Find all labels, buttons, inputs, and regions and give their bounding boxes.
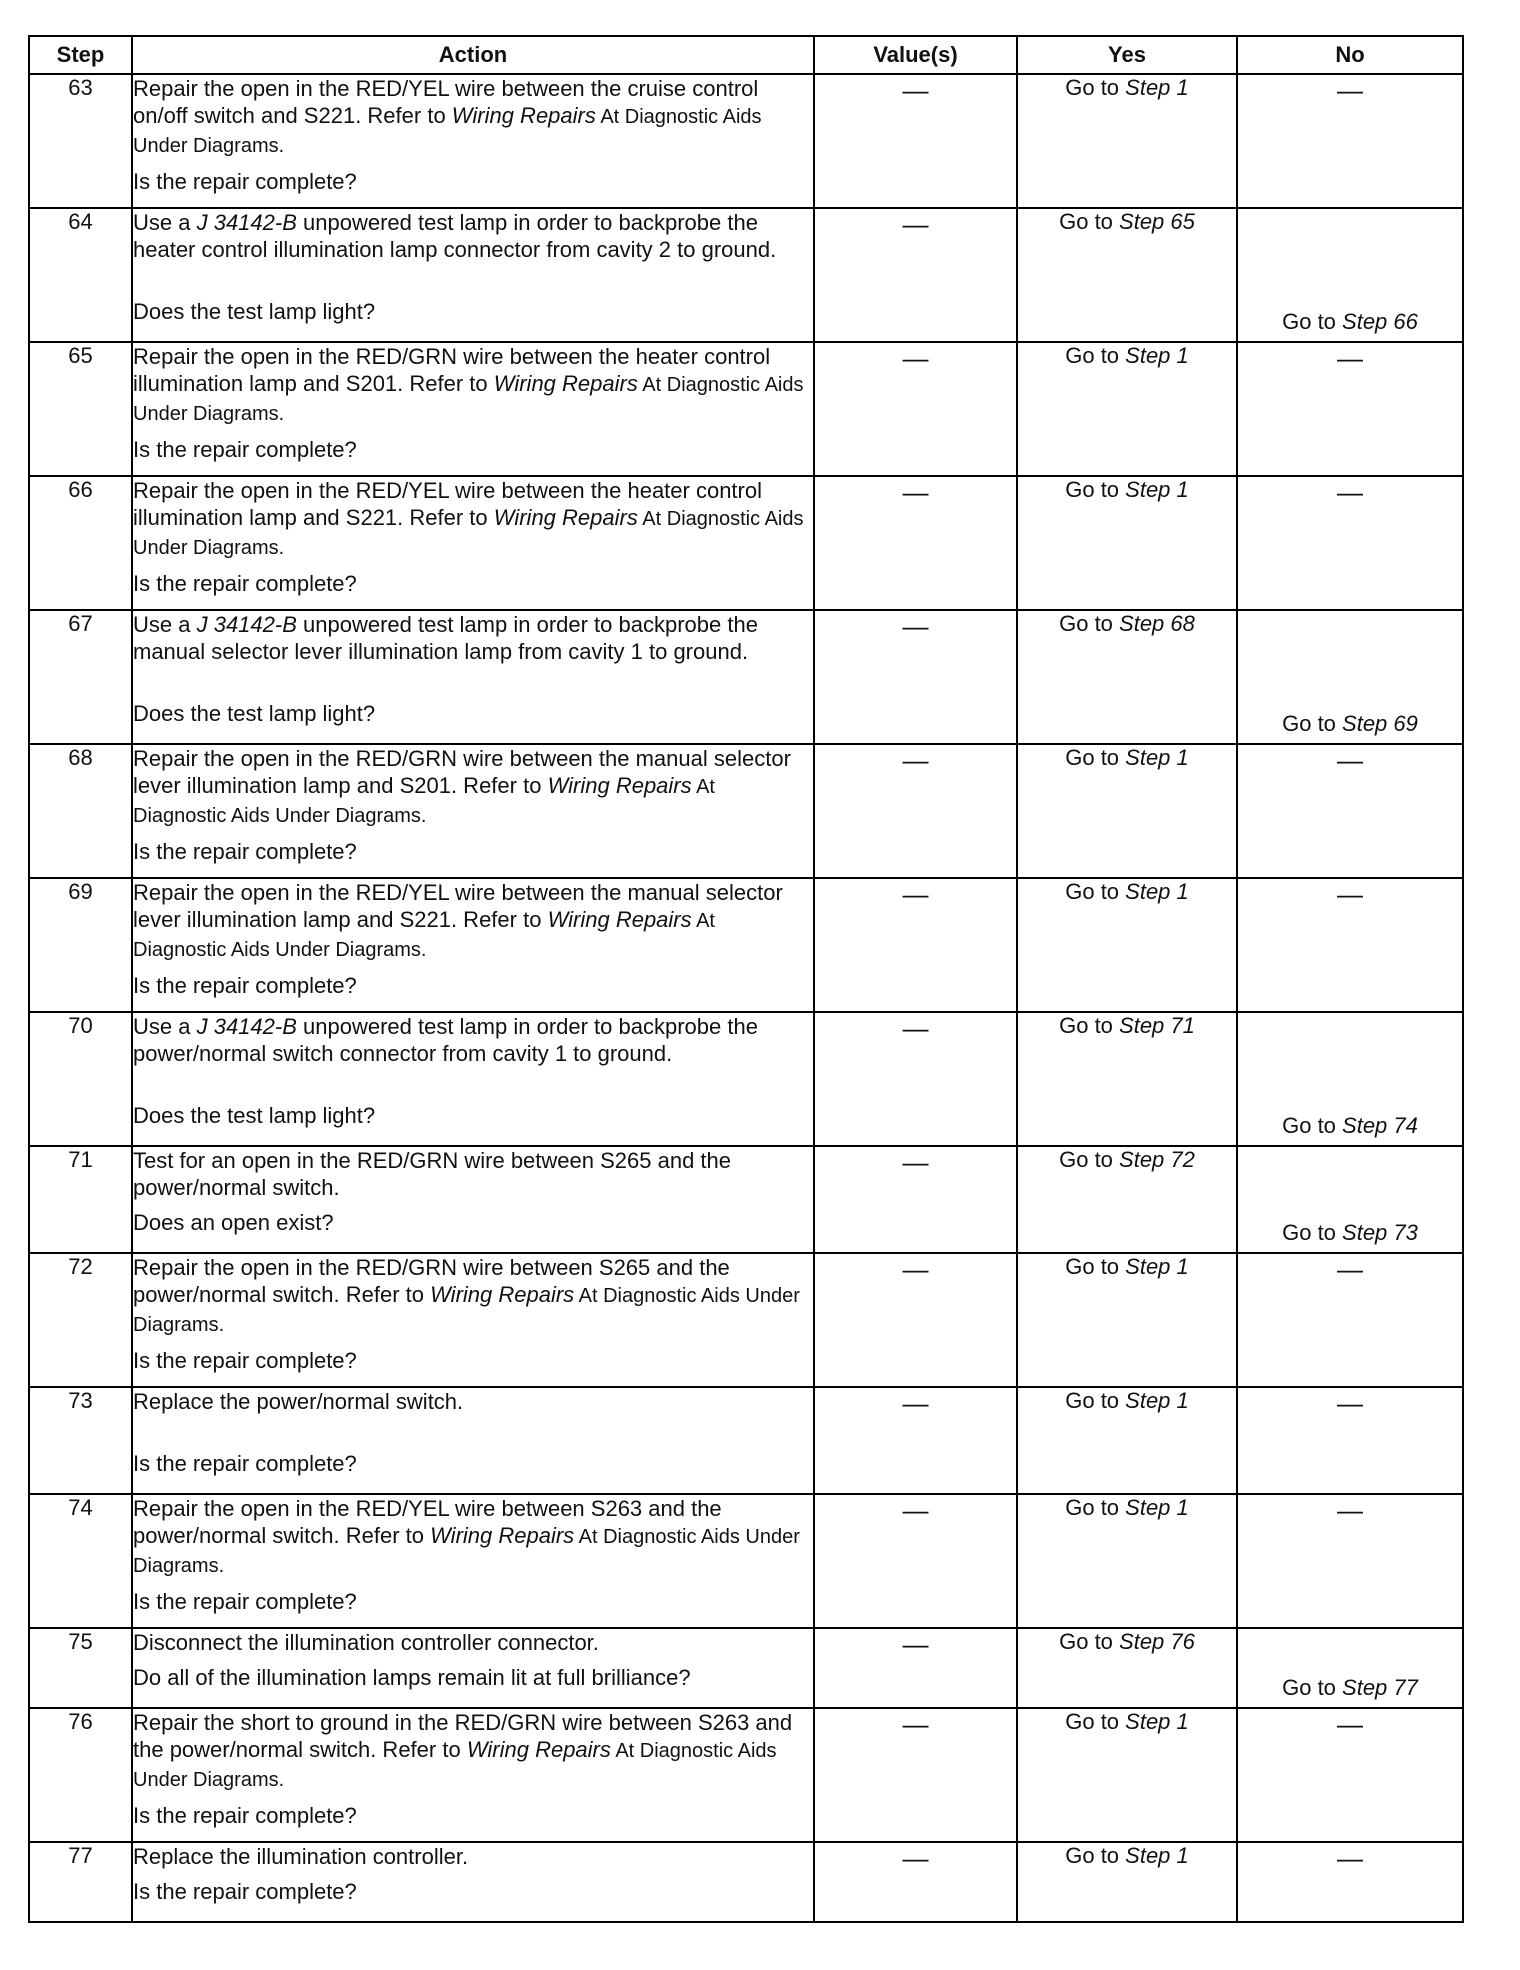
step-number: 73: [29, 1387, 132, 1494]
yes-step-reference: Step 1: [1125, 1254, 1189, 1279]
yes-goto-label: Go to: [1059, 611, 1120, 636]
step-number: 67: [29, 610, 132, 744]
value-dash: —: [902, 1495, 929, 1525]
table-row: [29, 1012, 1463, 1146]
step-number: 72: [29, 1253, 132, 1387]
yes-cell: [1017, 878, 1237, 1012]
value-cell: [814, 610, 1017, 744]
table-row: [29, 1146, 1463, 1253]
action-reference: Wiring Repairs: [547, 773, 692, 798]
yes-goto-label: Go to: [1065, 75, 1126, 100]
table-row: [29, 476, 1463, 610]
no-cell: [1237, 1253, 1463, 1387]
value-dash: —: [902, 745, 929, 775]
action-segment: At Diagnostic Aids Under Diagrams.: [133, 1526, 800, 1577]
action-text: [133, 477, 813, 562]
step-number: 70: [29, 1012, 132, 1146]
value-dash: —: [902, 611, 929, 641]
no-goto-label: Go to: [1282, 1113, 1343, 1138]
action-question: Is the repair complete?: [133, 1803, 357, 1828]
action-reference: J 34142-B: [196, 612, 297, 637]
action-segment: Replace the illumination controller.: [133, 1844, 469, 1869]
value-cell: [814, 1146, 1017, 1253]
action-segment: Repair the open in the RED/GRN wire between the heater control illumination lamp and S201. Refer to: [133, 344, 771, 396]
action-text: [133, 75, 813, 160]
step-number: 64: [29, 208, 132, 342]
action-question: Is the repair complete?: [133, 973, 357, 998]
yes-cell: [1017, 1012, 1237, 1146]
no-dash: —: [1337, 1388, 1363, 1418]
value-cell: [814, 878, 1017, 1012]
action-segment: Use a: [133, 210, 197, 235]
no-cell: [1237, 1708, 1463, 1842]
no-cell: [1237, 1628, 1463, 1708]
step-number: 76: [29, 1708, 132, 1842]
value-cell: [814, 744, 1017, 878]
action-cell: [132, 1494, 814, 1628]
yes-step-reference: Step 1: [1125, 1843, 1189, 1868]
value-cell: [814, 74, 1017, 208]
value-dash: —: [902, 879, 929, 909]
action-segment: Repair the open in the RED/YEL wire between the heater control illumination lamp and S221. Refer to: [133, 478, 762, 530]
action-question: Is the repair complete?: [133, 571, 357, 596]
yes-cell: [1017, 1628, 1237, 1708]
table-row: [29, 744, 1463, 878]
value-dash: —: [902, 1709, 929, 1739]
no-goto-label: Go to: [1282, 309, 1343, 334]
action-segment: Repair the open in the RED/YEL wire between the cruise control on/off switch and S221. Refer to: [133, 76, 759, 128]
action-question: Is the repair complete?: [133, 169, 357, 194]
value-dash: —: [902, 1629, 929, 1659]
step-number: 65: [29, 342, 132, 476]
step-number: 71: [29, 1146, 132, 1253]
value-dash: —: [902, 343, 929, 373]
yes-cell: [1017, 1842, 1237, 1922]
yes-goto-label: Go to: [1065, 1254, 1126, 1279]
yes-cell: [1017, 1494, 1237, 1628]
header-values: Value(s): [814, 36, 1017, 74]
yes-goto-label: Go to: [1059, 1147, 1120, 1172]
no-dash: —: [1337, 1709, 1363, 1739]
header-no: No: [1237, 36, 1463, 74]
yes-goto-label: Go to: [1065, 1709, 1126, 1734]
yes-step-reference: Step 76: [1119, 1629, 1195, 1654]
action-question: Do all of the illumination lamps remain lit at full brilliance?: [133, 1665, 691, 1690]
action-cell: [132, 610, 814, 744]
yes-goto-label: Go to: [1065, 1843, 1126, 1868]
action-question: Is the repair complete?: [133, 1879, 357, 1904]
action-segment: At Diagnostic Aids Under Diagrams.: [133, 374, 804, 425]
no-cell: [1237, 1146, 1463, 1253]
yes-step-reference: Step 1: [1125, 343, 1189, 368]
action-segment: At Diagnostic Aids Under Diagrams.: [133, 776, 715, 827]
step-number: 74: [29, 1494, 132, 1628]
value-dash: —: [902, 209, 929, 239]
header-action: Action: [132, 36, 814, 74]
yes-cell: [1017, 476, 1237, 610]
value-cell: [814, 1628, 1017, 1708]
yes-cell: [1017, 1253, 1237, 1387]
action-reference: J 34142-B: [196, 210, 297, 235]
value-dash: —: [902, 477, 929, 507]
no-cell: [1237, 1387, 1463, 1494]
table-row: [29, 74, 1463, 208]
step-number: 75: [29, 1628, 132, 1708]
value-cell: [814, 476, 1017, 610]
action-segment: Repair the open in the RED/YEL wire between S263 and the power/normal switch. Refer to: [133, 1496, 722, 1548]
value-cell: [814, 1708, 1017, 1842]
table-row: [29, 342, 1463, 476]
action-segment: At Diagnostic Aids Under Diagrams.: [133, 106, 762, 157]
action-text: [133, 1254, 813, 1339]
no-dash: —: [1337, 1843, 1363, 1873]
step-number: 66: [29, 476, 132, 610]
no-goto-label: Go to: [1282, 1220, 1343, 1245]
action-question: Does the test lamp light?: [133, 701, 376, 726]
value-cell: [814, 1842, 1017, 1922]
table-row: [29, 1842, 1463, 1922]
action-segment: unpowered test lamp in order to backprobe the manual selector lever illumination lamp from cavity 1 to ground.: [133, 612, 758, 664]
action-reference: Wiring Repairs: [466, 1737, 611, 1762]
no-step-reference: Step 69: [1342, 711, 1418, 736]
action-text: [133, 209, 813, 263]
action-text: [133, 1843, 813, 1870]
yes-step-reference: Step 65: [1119, 209, 1195, 234]
yes-step-reference: Step 1: [1125, 745, 1189, 770]
action-segment: At Diagnostic Aids Under Diagrams.: [133, 910, 715, 961]
yes-step-reference: Step 1: [1125, 1388, 1189, 1413]
table-row: [29, 610, 1463, 744]
action-cell: [132, 208, 814, 342]
value-dash: —: [902, 1388, 929, 1418]
no-goto-label: Go to: [1282, 1675, 1343, 1700]
action-question: Is the repair complete?: [133, 1589, 357, 1614]
no-cell: [1237, 878, 1463, 1012]
value-cell: [814, 1253, 1017, 1387]
no-cell: [1237, 208, 1463, 342]
yes-cell: [1017, 744, 1237, 878]
diagnostic-table: [28, 35, 1464, 1923]
yes-goto-label: Go to: [1065, 879, 1126, 904]
action-segment: unpowered test lamp in order to backprobe the heater control illumination lamp connector from cavity 2 to ground.: [133, 210, 777, 262]
table-row: [29, 1494, 1463, 1628]
action-reference: Wiring Repairs: [493, 505, 638, 530]
value-dash: —: [902, 1147, 929, 1177]
value-cell: [814, 1012, 1017, 1146]
value-cell: [814, 1494, 1017, 1628]
action-text: [133, 343, 813, 428]
action-cell: [132, 476, 814, 610]
no-cell: [1237, 610, 1463, 744]
action-question: Does the test lamp light?: [133, 299, 376, 324]
action-reference: Wiring Repairs: [430, 1282, 575, 1307]
no-cell: [1237, 1012, 1463, 1146]
yes-cell: [1017, 610, 1237, 744]
step-number: 69: [29, 878, 132, 1012]
no-dash: —: [1337, 75, 1363, 105]
action-segment: Use a: [133, 612, 197, 637]
action-text: [133, 1147, 813, 1201]
table-row: [29, 1628, 1463, 1708]
header-step: Step: [29, 36, 132, 74]
yes-goto-label: Go to: [1065, 1495, 1126, 1520]
no-dash: —: [1337, 1254, 1363, 1284]
action-reference: Wiring Repairs: [451, 103, 596, 128]
yes-step-reference: Step 72: [1119, 1147, 1195, 1172]
action-question: Is the repair complete?: [133, 1451, 357, 1476]
no-dash: —: [1337, 343, 1363, 373]
table-row: [29, 208, 1463, 342]
action-question: Is the repair complete?: [133, 437, 357, 462]
action-question: Does an open exist?: [133, 1210, 334, 1235]
action-text: [133, 1388, 813, 1415]
action-segment: Repair the short to ground in the RED/GRN wire between S263 and the power/normal switch. Refer to: [133, 1710, 793, 1762]
table-row: [29, 1708, 1463, 1842]
yes-goto-label: Go to: [1065, 1388, 1126, 1413]
yes-step-reference: Step 1: [1125, 1495, 1189, 1520]
action-cell: [132, 1842, 814, 1922]
action-question: Is the repair complete?: [133, 1348, 357, 1373]
yes-step-reference: Step 68: [1119, 611, 1195, 636]
no-dash: —: [1337, 879, 1363, 909]
action-text: [133, 611, 813, 665]
action-text: [133, 1629, 813, 1656]
action-segment: Disconnect the illumination controller connector.: [133, 1630, 599, 1655]
action-reference: Wiring Repairs: [493, 371, 638, 396]
yes-cell: [1017, 342, 1237, 476]
action-text: [133, 879, 813, 964]
action-cell: [132, 1146, 814, 1253]
value-dash: —: [902, 75, 929, 105]
action-segment: Replace the power/normal switch.: [133, 1389, 464, 1414]
no-step-reference: Step 73: [1342, 1220, 1418, 1245]
yes-cell: [1017, 1387, 1237, 1494]
no-cell: [1237, 74, 1463, 208]
value-cell: [814, 208, 1017, 342]
action-cell: [132, 1628, 814, 1708]
no-dash: —: [1337, 1495, 1363, 1525]
action-cell: [132, 1012, 814, 1146]
yes-cell: [1017, 1146, 1237, 1253]
yes-goto-label: Go to: [1065, 477, 1126, 502]
yes-cell: [1017, 208, 1237, 342]
action-reference: Wiring Repairs: [430, 1523, 575, 1548]
step-number: 77: [29, 1842, 132, 1922]
action-cell: [132, 1387, 814, 1494]
action-cell: [132, 1708, 814, 1842]
action-segment: At Diagnostic Aids Under Diagrams.: [133, 1740, 777, 1791]
action-cell: [132, 744, 814, 878]
no-cell: [1237, 1494, 1463, 1628]
yes-cell: [1017, 74, 1237, 208]
table-body: [29, 74, 1463, 1922]
yes-step-reference: Step 1: [1125, 1709, 1189, 1734]
header-yes: Yes: [1017, 36, 1237, 74]
action-question: Is the repair complete?: [133, 839, 357, 864]
value-dash: —: [902, 1843, 929, 1873]
yes-step-reference: Step 71: [1119, 1013, 1195, 1038]
yes-goto-label: Go to: [1059, 209, 1120, 234]
no-cell: [1237, 1842, 1463, 1922]
no-step-reference: Step 66: [1342, 309, 1418, 334]
action-cell: [132, 74, 814, 208]
no-step-reference: Step 74: [1342, 1113, 1418, 1138]
action-text: [133, 1709, 813, 1794]
table-row: [29, 1387, 1463, 1494]
value-cell: [814, 1387, 1017, 1494]
action-segment: Repair the open in the RED/YEL wire between the manual selector lever illumination lamp and S221. Refer to: [133, 880, 783, 932]
action-segment: At Diagnostic Aids Under Diagrams.: [133, 508, 804, 559]
yes-goto-label: Go to: [1059, 1629, 1120, 1654]
value-dash: —: [902, 1013, 929, 1043]
no-goto-label: Go to: [1282, 711, 1343, 736]
action-text: [133, 1013, 813, 1067]
yes-goto-label: Go to: [1065, 343, 1126, 368]
table-row: [29, 878, 1463, 1012]
action-segment: unpowered test lamp in order to backprobe the power/normal switch connector from cavity 1 to ground.: [133, 1014, 758, 1066]
no-cell: [1237, 476, 1463, 610]
action-reference: Wiring Repairs: [547, 907, 692, 932]
yes-step-reference: Step 1: [1125, 75, 1189, 100]
action-segment: Test for an open in the RED/GRN wire between S265 and the power/normal switch.: [133, 1148, 732, 1200]
value-dash: —: [902, 1254, 929, 1284]
no-cell: [1237, 342, 1463, 476]
header-row: [29, 36, 1463, 74]
action-cell: [132, 1253, 814, 1387]
action-cell: [132, 878, 814, 1012]
step-number: 63: [29, 74, 132, 208]
action-segment: Use a: [133, 1014, 197, 1039]
table-row: [29, 1253, 1463, 1387]
yes-goto-label: Go to: [1065, 745, 1126, 770]
action-reference: J 34142-B: [196, 1014, 297, 1039]
action-text: [133, 745, 813, 830]
action-text: [133, 1495, 813, 1580]
no-dash: —: [1337, 477, 1363, 507]
yes-cell: [1017, 1708, 1237, 1842]
action-segment: At Diagnostic Aids Under Diagrams.: [133, 1285, 800, 1336]
action-question: Does the test lamp light?: [133, 1103, 376, 1128]
action-segment: Repair the open in the RED/GRN wire between S265 and the power/normal switch. Refer to: [133, 1255, 730, 1307]
no-cell: [1237, 744, 1463, 878]
no-step-reference: Step 77: [1342, 1675, 1418, 1700]
step-number: 68: [29, 744, 132, 878]
yes-step-reference: Step 1: [1125, 477, 1189, 502]
action-segment: Repair the open in the RED/GRN wire between the manual selector lever illumination lamp and S201. Refer to: [133, 746, 791, 798]
action-cell: [132, 342, 814, 476]
yes-step-reference: Step 1: [1125, 879, 1189, 904]
value-cell: [814, 342, 1017, 476]
no-dash: —: [1337, 745, 1363, 775]
yes-goto-label: Go to: [1059, 1013, 1120, 1038]
